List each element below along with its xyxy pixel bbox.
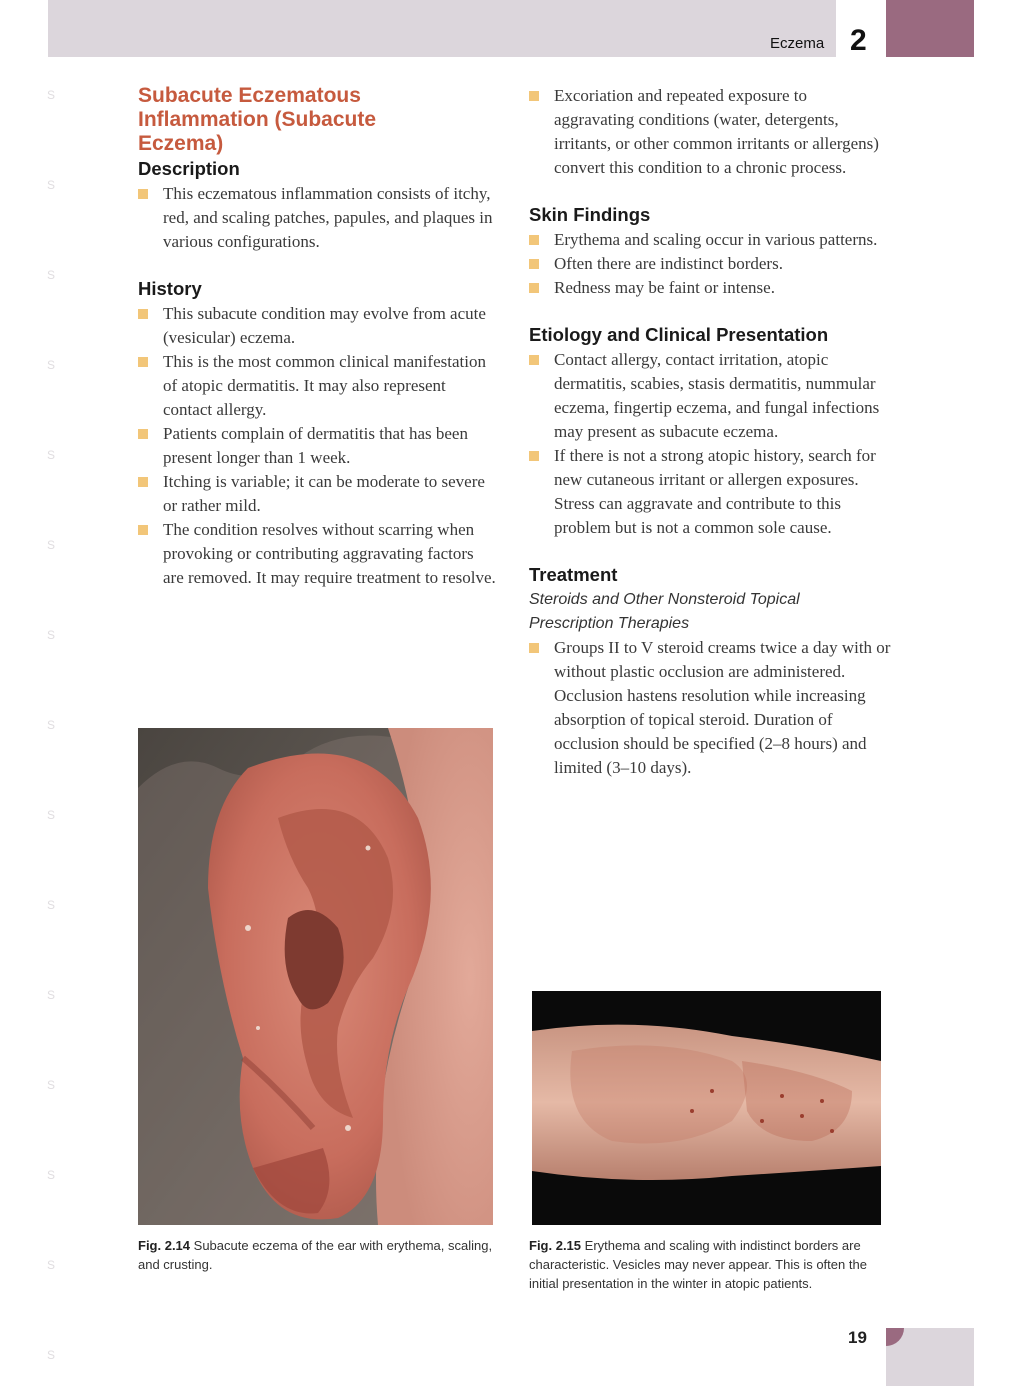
list-item: [529, 276, 891, 300]
list-item-text: The condition resolves without scarring when provoking or contributing aggravating factors are removed. It may require treatment to resolve.: [163, 520, 496, 587]
figure-caption-text: Subacute eczema of the ear with erythema, scaling, and crusting.: [138, 1238, 493, 1272]
list-item-text: This is the most common clinical manifestation of atopic dermatitis. It may also represent contact allergy.: [163, 352, 486, 419]
list-item: [138, 302, 498, 350]
running-header-section: Eczema: [770, 35, 825, 52]
margin-mark: S: [47, 178, 56, 192]
list-item: [138, 422, 498, 470]
list-item: [138, 518, 498, 590]
bullet-icon: [138, 429, 148, 439]
chapter-number: 2: [850, 24, 867, 57]
list-item: [529, 228, 891, 252]
bullet-icon: [529, 235, 539, 245]
description-heading: Description: [138, 158, 240, 179]
margin-mark: S: [47, 1348, 56, 1362]
list-item-text: Erythema and scaling occur in various patterns.: [554, 230, 878, 249]
margin-mark: S: [47, 1078, 56, 1092]
bullet-icon: [529, 451, 539, 461]
list-item-text: This subacute condition may evolve from acute (vesicular) eczema.: [163, 304, 486, 347]
margin-mark: S: [47, 718, 56, 732]
list-item: [529, 348, 891, 444]
figure-caption-text: Erythema and scaling with indistinct borders are characteristic. Vesicles may never appear. This is often the initial presentation in the winter in atopic patients.: [529, 1238, 867, 1291]
margin-mark: S: [47, 898, 56, 912]
figure-label: Fig. 2.14: [138, 1238, 191, 1253]
margin-mark: S: [47, 88, 56, 102]
list-item: [138, 182, 498, 254]
title-line: Eczema): [138, 132, 224, 155]
chapter-tab: [886, 0, 974, 57]
bullet-icon: [138, 309, 148, 319]
list-item-text: If there is not a strong atopic history, search for new cutaneous irritant or allergen exposures. Stress can aggravate and contribute to this problem but is not a common sole cause.: [554, 446, 876, 537]
subheading-line: Steroids and Other Nonsteroid Topical: [529, 591, 800, 608]
margin-mark: S: [47, 808, 56, 822]
figure-label: Fig. 2.15: [529, 1238, 582, 1253]
list-item: [138, 350, 498, 422]
left-column: [138, 84, 498, 590]
margin-mark: S: [47, 268, 56, 282]
treatment-list: [529, 636, 891, 780]
etiology-list: [529, 348, 891, 540]
description-list: [138, 182, 498, 254]
treatment-subheading: [529, 588, 891, 636]
list-item-text: Contact allergy, contact irritation, atopic dermatitis, scabies, stasis dermatitis, nummular eczema, fingertip eczema, and fungal infections may present as subacute eczema.: [554, 350, 880, 441]
bullet-icon: [529, 259, 539, 269]
list-item-text: Groups II to V steroid creams twice a day with or without plastic occlusion are administered. Occlusion hastens resolution while increasing absorption of topical steroid. Duration of occlusion should be specified (2–8 hours) and limited (3–10 days).: [554, 638, 891, 777]
skin-findings-heading: Skin Findings: [529, 204, 651, 225]
bullet-icon: [138, 525, 148, 535]
margin-mark: S: [47, 1258, 56, 1272]
list-item-text: Itching is variable; it can be moderate to severe or rather mild.: [163, 472, 485, 515]
bullet-icon: [529, 643, 539, 653]
title-line: Inflammation (Subacute: [138, 108, 377, 131]
etiology-heading: Etiology and Clinical Presentation: [529, 324, 829, 345]
bullet-icon: [138, 357, 148, 367]
bullet-icon: [529, 283, 539, 293]
list-item-text: Patients complain of dermatitis that has been present longer than 1 week.: [163, 424, 468, 467]
header-band: [48, 0, 836, 57]
bullet-icon: [138, 189, 148, 199]
list-item-text: Redness may be faint or intense.: [554, 278, 775, 297]
margin-mark: S: [47, 988, 56, 1002]
margin-mark: S: [47, 358, 56, 372]
margin-mark: S: [47, 1168, 56, 1182]
treatment-heading: Treatment: [529, 564, 618, 585]
section-title: [138, 84, 498, 156]
list-item: [529, 444, 891, 540]
skin-findings-list: [529, 228, 891, 300]
bullet-icon: [529, 91, 539, 101]
margin-mark: S: [47, 538, 56, 552]
figure-ear-photo: [138, 728, 493, 1225]
figure-caption: [138, 1236, 498, 1274]
list-item: [529, 252, 891, 276]
list-item-text: This eczematous inflammation consists of itchy, red, and scaling patches, papules, and plaques in various configurations.: [163, 184, 493, 251]
page-number: 19: [848, 1328, 867, 1347]
history-heading: History: [138, 278, 202, 299]
figure-arm-photo: [532, 991, 881, 1225]
history-list: [138, 302, 498, 590]
right-column: [529, 84, 891, 780]
figure-caption: [529, 1236, 891, 1293]
title-line: Subacute Eczematous: [138, 84, 361, 107]
list-item-text: Excoriation and repeated exposure to aggravating conditions (water, detergents, irritants, or other common irritants or allergens) convert this condition to a chronic process.: [554, 86, 879, 177]
margin-mark: S: [47, 448, 56, 462]
subheading-line: Prescription Therapies: [529, 615, 690, 632]
list-item-text: Often there are indistinct borders.: [554, 254, 783, 273]
bullet-icon: [138, 477, 148, 487]
list-item: [529, 636, 891, 780]
intro-list: [529, 84, 891, 180]
list-item: [138, 470, 498, 518]
bullet-icon: [529, 355, 539, 365]
margin-mark: S: [47, 628, 56, 642]
list-item: [529, 84, 891, 180]
